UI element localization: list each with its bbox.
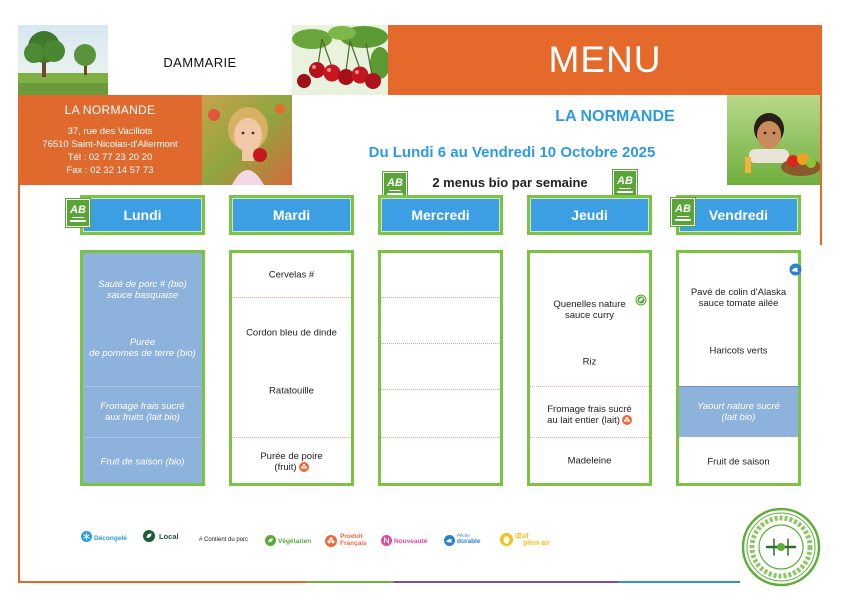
day-label: Mardi <box>272 207 311 223</box>
day-header-jeudi <box>527 195 652 235</box>
legend-label-local: Local <box>159 532 179 541</box>
kitchen-street: 37, rue des Vacillots <box>67 126 153 137</box>
menu-item <box>234 451 349 473</box>
legend-label-porc: # Contient du porc <box>199 537 249 543</box>
menu-period: Du Lundi 6 au Vendredi 10 Octobre 2025 <box>368 144 656 161</box>
photo-boy-fruits <box>727 95 822 185</box>
photo-orchard <box>18 25 108 95</box>
menu-divider <box>381 437 500 438</box>
menu-item <box>532 299 647 321</box>
menu-item <box>681 346 796 357</box>
legend-label-decongele: Décongelé <box>94 535 127 542</box>
legend-label-oeuf-plein-air <box>515 533 550 547</box>
ab-logo-stripe <box>675 219 691 221</box>
produit-francais-icon <box>325 535 337 547</box>
menu-column-lundi <box>80 250 205 486</box>
menu-item-line: Riz <box>582 356 597 368</box>
menu-item-line: Fruit de saison (bio) <box>100 456 185 468</box>
menu-item <box>85 457 200 468</box>
menu-item-line: de pommes de terre (bio) <box>89 348 196 359</box>
menu-item <box>681 457 796 468</box>
menu-item-line: (lait bio) <box>721 412 756 423</box>
menu-item-line: sauce curry <box>564 310 615 321</box>
menu-item <box>85 401 200 423</box>
restaurant-seal-logo <box>741 507 821 587</box>
menu-item-line: Sauté de porc # (bio) <box>98 279 187 290</box>
decongele-icon <box>81 531 92 542</box>
center-title: LA NORMANDE <box>555 108 675 125</box>
legend-label-line: Pêche <box>457 533 470 538</box>
menu-item-line: Fruit de saison <box>707 456 770 468</box>
legend-label-produit-francais <box>340 533 367 547</box>
menu-item <box>234 386 349 397</box>
menu-divider <box>83 386 202 387</box>
ab-logo-stripe <box>617 191 633 193</box>
day-label: Vendredi <box>708 207 769 223</box>
menu-item <box>234 328 349 339</box>
menu-item-line: Purée <box>129 337 156 348</box>
menu-item-line: Purée de poire <box>260 451 323 462</box>
frame-right-line <box>820 25 822 245</box>
menu-item-line: Yaourt nature sucré <box>697 401 780 412</box>
kitchen-tel: Tél : 02 77 23 20 20 <box>67 152 153 163</box>
menu-item-line: Quenelles nature <box>553 299 626 310</box>
kitchen-fax: Fax : 02 32 14 57 73 <box>66 165 154 176</box>
menu-item <box>85 337 200 359</box>
legend-label-line: durable <box>457 538 481 545</box>
frame-left-line <box>18 185 20 583</box>
legend-label-line: Œuf <box>515 533 529 540</box>
ab-logo-letters: AB <box>70 204 86 216</box>
legend-label-nouveaute: Nouveauté <box>394 538 428 545</box>
menu-item-line: au lait entier (lait) <box>547 415 620 426</box>
menu-column-mardi <box>229 250 354 486</box>
ab-logo-stripe <box>619 188 631 189</box>
menu-item-line: (fruit) <box>274 462 297 473</box>
vegetarien-icon <box>265 535 276 546</box>
legend-label-line: Français <box>340 540 367 547</box>
ab-logo-letters: AB <box>387 177 403 189</box>
menu-item-line: Pavé de colin d'Alaska <box>690 287 787 298</box>
ab-logo-letters: AB <box>675 203 691 215</box>
peche-durable-icon <box>444 535 455 546</box>
produit-francais-icon <box>299 462 309 472</box>
kitchen-name: LA NORMANDE <box>64 103 156 117</box>
ab-bio-logo-vendredi <box>671 198 695 226</box>
menu-divider <box>381 389 500 390</box>
ab-bio-logo <box>613 170 637 198</box>
site-name: DAMMARIE <box>163 55 237 70</box>
menu-divider <box>530 386 649 387</box>
menu-divider <box>232 437 351 438</box>
photo-girl-apple <box>202 95 292 185</box>
vegetarien-icon <box>635 294 647 306</box>
menu-item-line: aux fruits (lait bio) <box>105 412 180 423</box>
ab-logo-stripe <box>70 220 86 222</box>
frame-bottom-line <box>18 581 740 583</box>
menu-item-line: Haricots verts <box>709 345 768 357</box>
menu-item <box>532 357 647 368</box>
menu-item-line-with-icon <box>532 415 647 426</box>
oeuf-plein-air-icon <box>500 533 513 546</box>
ab-logo-stripe <box>677 216 689 217</box>
bio-highlight-band <box>679 386 798 437</box>
ab-bio-logo-lundi <box>66 199 90 227</box>
nouveaute-icon <box>381 535 392 546</box>
menu-column-mercredi <box>378 250 503 486</box>
menu-item-line: Fromage frais sucré <box>547 404 632 415</box>
day-label: Jeudi <box>571 207 608 223</box>
menu-item <box>85 279 200 301</box>
legend-label-peche-durable <box>457 533 480 545</box>
menu-banner <box>388 25 822 95</box>
ab-logo-stripe <box>72 217 84 218</box>
produit-francais-icon <box>622 415 632 425</box>
menu-divider <box>530 437 649 438</box>
menu-column-jeudi <box>527 250 652 486</box>
peche-durable-icon <box>789 263 802 276</box>
menu-divider <box>83 437 202 438</box>
menu-divider <box>381 343 500 344</box>
day-header-mardi <box>229 195 354 235</box>
menu-item <box>532 404 647 426</box>
legend-label-line: plein air <box>523 540 550 547</box>
kitchen-city: 76510 Saint-Nicolas-d'Aliermont <box>42 139 178 150</box>
day-label: Lundi <box>123 207 162 223</box>
menu-item <box>681 287 796 309</box>
menu-item-line: Fromage frais sucré <box>100 401 185 412</box>
menu-item <box>681 401 796 423</box>
menu-item-line: Madeleine <box>567 455 612 467</box>
menu-item-line: Ratatouille <box>269 385 314 397</box>
menu-divider <box>232 297 351 298</box>
kitchen-contact-box <box>18 95 202 185</box>
day-header-lundi <box>80 195 205 235</box>
menu-item <box>234 270 349 281</box>
menu-item-line: Cordon bleu de dinde <box>246 327 337 339</box>
day-label: Mercredi <box>411 207 470 223</box>
menu-column-vendredi <box>676 250 801 486</box>
legend-label-vegetarien: Végétarien <box>278 538 312 545</box>
bio-note: 2 menus bio par semaine <box>432 175 588 190</box>
menu-item-line: sauce tomate ailée <box>698 298 779 309</box>
legend-label-line: Produit <box>340 533 363 540</box>
menu-item-line-with-icon <box>234 462 349 473</box>
menu-title: MENU <box>548 39 662 80</box>
ab-logo-stripe <box>389 190 401 191</box>
day-header-mercredi <box>378 195 503 235</box>
menu-item <box>532 456 647 467</box>
local-icon <box>143 530 155 542</box>
menu-item-line: Cervelas # <box>268 269 315 281</box>
menu-divider <box>381 297 500 298</box>
menu-item-line: sauce basquaise <box>106 290 179 301</box>
ab-logo-letters: AB <box>617 175 633 187</box>
photo-cherries <box>292 25 388 95</box>
